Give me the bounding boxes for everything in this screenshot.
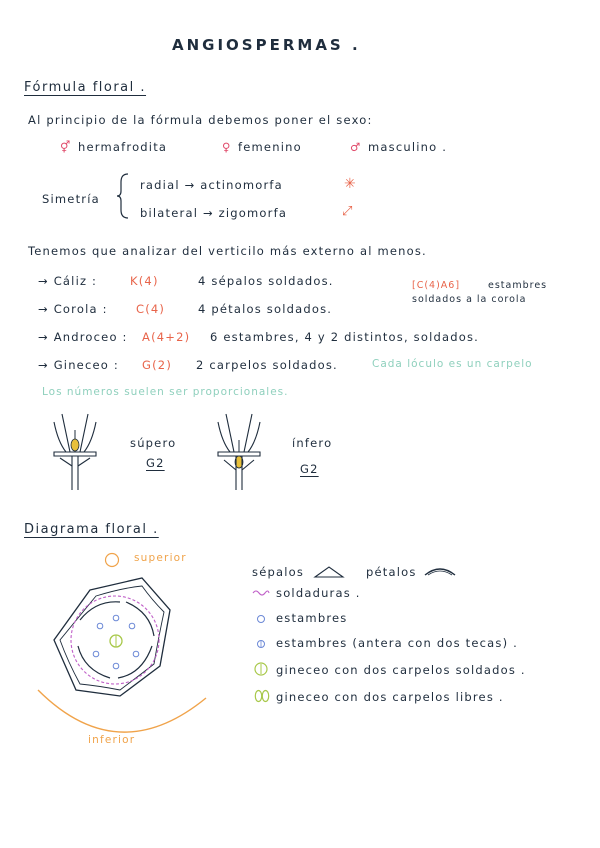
female-icon: ♀ — [222, 140, 232, 154]
corola-desc: 4 pétalos soldados. — [198, 302, 333, 316]
bilateral-symmetry-icon: ⤢ — [342, 204, 354, 219]
verticils-intro: Tenemos que analizar del verticilo más externo al menos. — [28, 244, 427, 258]
formula-intro: Al principio de la fórmula debemos poner el sexo: — [28, 113, 373, 127]
radial-symmetry-icon: ✳ — [344, 176, 357, 192]
androceo-formula: A(4+2) — [142, 330, 191, 344]
page-title: ANGIOSPERMAS . — [172, 36, 361, 54]
supero-formula: G2 — [146, 456, 165, 470]
stamen-thecae-icon — [256, 639, 266, 649]
proportional-note: Los números suelen ser proporcionales. — [42, 386, 289, 398]
gineceo-formula: G(2) — [142, 358, 173, 372]
symmetry-brace — [116, 172, 130, 220]
bract-arc — [38, 690, 206, 732]
gineceo-desc: 2 carpelos soldados. — [196, 358, 338, 372]
caliz-formula: K(4) — [130, 274, 159, 288]
symmetry-label: Simetría — [42, 192, 100, 206]
side-note-text2: soldados a la corola — [412, 294, 527, 305]
symmetry-radial: radial → actinomorfa — [140, 178, 283, 192]
superior-label: superior — [134, 552, 187, 564]
legend-sepalos: sépalos — [252, 565, 305, 579]
legend-estambres-teca: estambres (antera con dos tecas) . — [276, 636, 518, 650]
formula-heading: Fórmula floral . — [24, 80, 147, 95]
androceo-label: → Androceo : — [38, 330, 128, 344]
symmetry-bilateral: bilateral → zigomorfa — [140, 206, 288, 220]
sex-fem-label: femenino — [238, 140, 302, 154]
soldadura-wave-icon — [252, 588, 270, 598]
side-note-text1: estambres — [488, 280, 548, 291]
gynoecium-fused-icon — [254, 662, 268, 676]
hermaphrodite-icon: ⚥ — [60, 140, 72, 154]
legend-gineceo-libres: gineceo con dos carpelos libres . — [276, 690, 504, 704]
floral-diagram — [30, 570, 220, 750]
corola-formula: C(4) — [136, 302, 166, 316]
side-note-formula: [C(4)A6] — [412, 280, 461, 291]
legend-petalos: pétalos — [366, 565, 417, 579]
sepal-shape-icon — [314, 566, 344, 578]
infero-flower-sketch — [214, 412, 264, 492]
legend-soldaduras: soldaduras . — [276, 586, 361, 600]
supero-flower-sketch — [50, 412, 100, 492]
gineceo-label: → Gineceo : — [38, 358, 119, 372]
legend-estambres: estambres — [276, 611, 348, 625]
androceo-desc: 6 estambres, 4 y 2 distintos, soldados. — [210, 330, 480, 344]
legend-gineceo-soldados: gineceo con dos carpelos soldados . — [276, 663, 526, 677]
caliz-desc: 4 sépalos soldados. — [198, 274, 334, 288]
stamen-icon — [256, 614, 266, 624]
infero-label: ínfero — [292, 436, 333, 450]
petal-shape-icon — [424, 566, 456, 576]
inferior-label: inferior — [88, 734, 136, 746]
diagram-heading: Diagrama floral . — [24, 522, 159, 537]
axis-circle-icon — [104, 552, 120, 568]
sex-herma-label: hermafrodita — [78, 140, 168, 154]
gynoecium-free-icon — [254, 689, 270, 703]
gineceo-note: Cada lóculo es un carpelo — [372, 358, 533, 370]
corola-label: → Corola : — [38, 302, 108, 316]
male-icon: ♂ — [350, 140, 362, 154]
supero-label: súpero — [130, 436, 177, 450]
infero-formula: G2 — [300, 462, 319, 476]
caliz-label: → Cáliz : — [38, 274, 98, 288]
sex-masc-label: masculino . — [368, 140, 448, 154]
